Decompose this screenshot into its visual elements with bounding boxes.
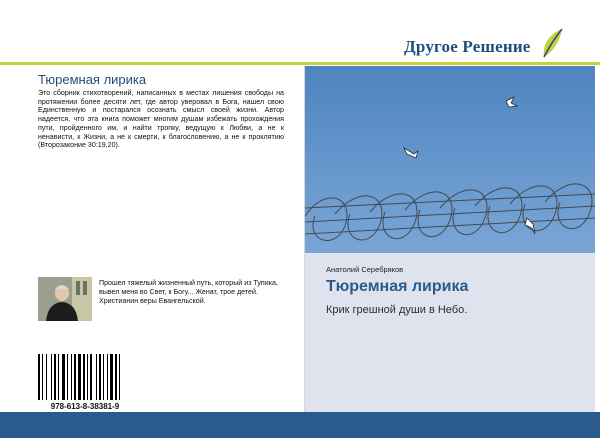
- publisher-name: Другое Решение: [404, 37, 531, 56]
- back-cover-blurb: Это сборник стихотворений, написанных в местах лишения свободы на протяжении более десяти лет, где автор уверовал в Бога, нашел свою Единственную и постарался осознать смысл своей жизни. Автор надеется, что эта книга поможет многим душам избежать прохождения пути, пройденного им, и найти тропку, ведущую к Любви, а не к ненависти, к Жизни, а не к смерти, к благословению, а не к проклятию (Второзаконие 30:19,20).: [38, 89, 284, 150]
- footer-band: [0, 412, 600, 438]
- front-title: Тюремная лирика: [326, 278, 469, 295]
- cover-photo: [305, 66, 595, 253]
- leaf-logo-icon: [540, 27, 564, 59]
- author-photo: [38, 277, 92, 321]
- author-bio: Прошел тяжелый жизненный путь, который из Тупика, вывел меня во Свет, к Богу... Женат, трое детей. Христианин веры Евангельской.: [99, 279, 278, 305]
- front-cover-panel: [305, 253, 595, 412]
- isbn: 978-613-8-38381-9: [50, 402, 120, 411]
- front-author: Анатолий Серебряков: [326, 265, 404, 274]
- accent-rule: [0, 62, 600, 65]
- barcode-icon: [36, 354, 132, 400]
- back-cover-title: Тюремная лирика: [38, 72, 147, 87]
- front-subtitle: Крик грешной души в Небо.: [326, 304, 468, 316]
